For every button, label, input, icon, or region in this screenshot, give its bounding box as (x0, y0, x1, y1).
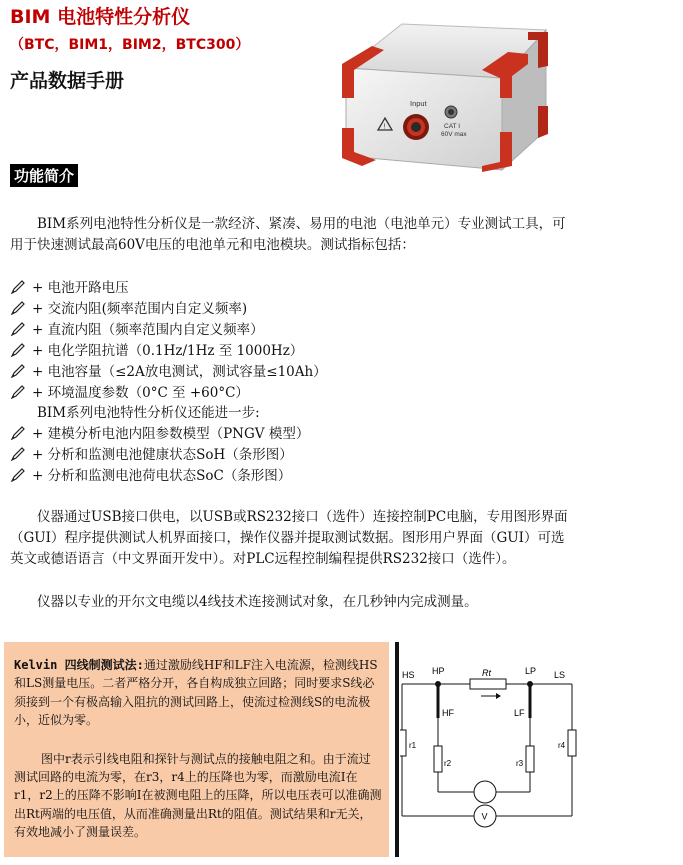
current-source-icon (474, 781, 496, 803)
cable-paragraph: 仪器以专业的开尔文电缆以4线技术连接测试对象，在几秒钟内完成测量。 (37, 594, 478, 610)
hf-label: HF (442, 708, 454, 718)
r3-label: r3 (516, 759, 524, 768)
r1-label: r1 (409, 741, 417, 750)
kelvin-label: Kelvin 四线制测试法: (14, 658, 144, 672)
feature-text: + 分析和监测电池健康状态SoH（条形图） (32, 447, 293, 464)
usb-paragraph: 仪器通过USB接口供电，以USB或RS232接口（选件）连接控制PC电脑，专用图形界面（GUI）程序提供测试人机界面接口，操作仪器并提取测试数据。图形用户界面（GUI）可选英文或德语语言（中文界面开发中）。对PLC远程控制编程提供RS232接口（选件）。 (10, 509, 568, 567)
voltmeter-label: V (481, 811, 488, 822)
feature-text: + 交流内阻(频率范围内自定义频率) (32, 300, 248, 317)
r4-label: r4 (558, 741, 566, 750)
kelvin-description (14, 656, 382, 730)
feature-text: + 电化学阻抗谱（0.1Hz/1Hz 至 1000Hz） (32, 342, 304, 359)
product-photo (332, 6, 554, 178)
list-item (10, 383, 576, 404)
hp-label: HP (432, 666, 445, 676)
r4-resistor (568, 730, 576, 756)
kelvin-circuit-diagram (400, 656, 580, 834)
feature-text: + 电池容量（≤2A放电测试，测试容量≤10Ah） (32, 363, 327, 380)
current-arrow-icon (496, 693, 501, 699)
cat-label: CAT I (444, 123, 461, 130)
list-item (10, 466, 576, 487)
r2-label: r2 (444, 759, 452, 768)
feature-text: + 直流内阻（频率范围内自定义频率） (32, 321, 264, 338)
r2-resistor (434, 746, 442, 772)
list-item (10, 362, 576, 383)
kelvin-explanation: 图中r表示引线电阻和探针与测试点的接触电阻之和。由于流过测试回路的电流为零，在r3，r4上的压降也为零，而激励电流I在r1，r2上的压降不影响I在被测电阻上的压降，所以电压表可以准确测出Rt两端的电压值，从而准确测量出Rt的阻值。测试结果和r无关，有效地减小了测量误差。 (14, 752, 382, 839)
section-heading: 功能简介 (10, 164, 78, 187)
pen-icon (10, 364, 26, 378)
list-item (10, 299, 576, 320)
svg-text:!: ! (383, 123, 386, 131)
ls-label: LS (554, 670, 566, 680)
document-title: BIM 电池特性分析仪 (10, 6, 191, 28)
pen-icon (10, 426, 26, 440)
list-item (10, 320, 576, 341)
list-item (10, 424, 576, 445)
list-item (10, 341, 576, 362)
divider (395, 642, 399, 857)
kelvin-callout (4, 642, 389, 857)
list-item (10, 445, 576, 466)
pen-icon (10, 343, 26, 357)
lf-label: LF (514, 708, 525, 718)
rt-label: Rt (482, 668, 491, 678)
pen-icon (10, 280, 26, 294)
feature-text: + 电池开路电压 (32, 280, 129, 296)
pen-icon (10, 385, 26, 399)
pen-icon (10, 468, 26, 482)
rt-resistor (470, 679, 506, 689)
feature-text: + 分析和监测电池荷电状态SoC（条形图） (32, 468, 292, 485)
intro-paragraph: BIM系列电池特性分析仪是一款经济、紧凑、易用的电池（电池单元）专业测试工具，可用于快速测试最高60V电压的电池单元和电池模块。测试指标包括： (10, 216, 566, 253)
input-label: Input (410, 99, 427, 108)
further-intro: BIM系列电池特性分析仪还能进一步: (37, 405, 260, 422)
hs-label: HS (402, 670, 415, 680)
pen-icon (10, 322, 26, 336)
feature-list (10, 278, 576, 487)
list-item (10, 278, 576, 299)
voltage-label: 60V max (441, 131, 467, 138)
model-list: （BTC，BIM1，BIM2，BTC300） (10, 37, 250, 53)
pen-icon (10, 447, 26, 461)
feature-text: + 环境温度参数（0°C 至 +60°C） (32, 384, 249, 401)
handbook-title: 产品数据手册 (10, 70, 125, 92)
kelvin-text: 通过激励线HF和LF注入电流源，检测线HS和LS测量电压。二者严格分开，各自构成独立回路；同时要求S线必须接到一个有极高输入阻抗的测试回路上，使流过检测线S的电流极小，近似为零。 (14, 658, 378, 728)
r1-resistor (400, 730, 406, 756)
feature-text: + 建模分析电池内阻参数模型（PNGV 模型） (32, 426, 310, 443)
r3-resistor (526, 746, 534, 772)
lp-label: LP (525, 666, 537, 676)
pen-icon (10, 301, 26, 315)
